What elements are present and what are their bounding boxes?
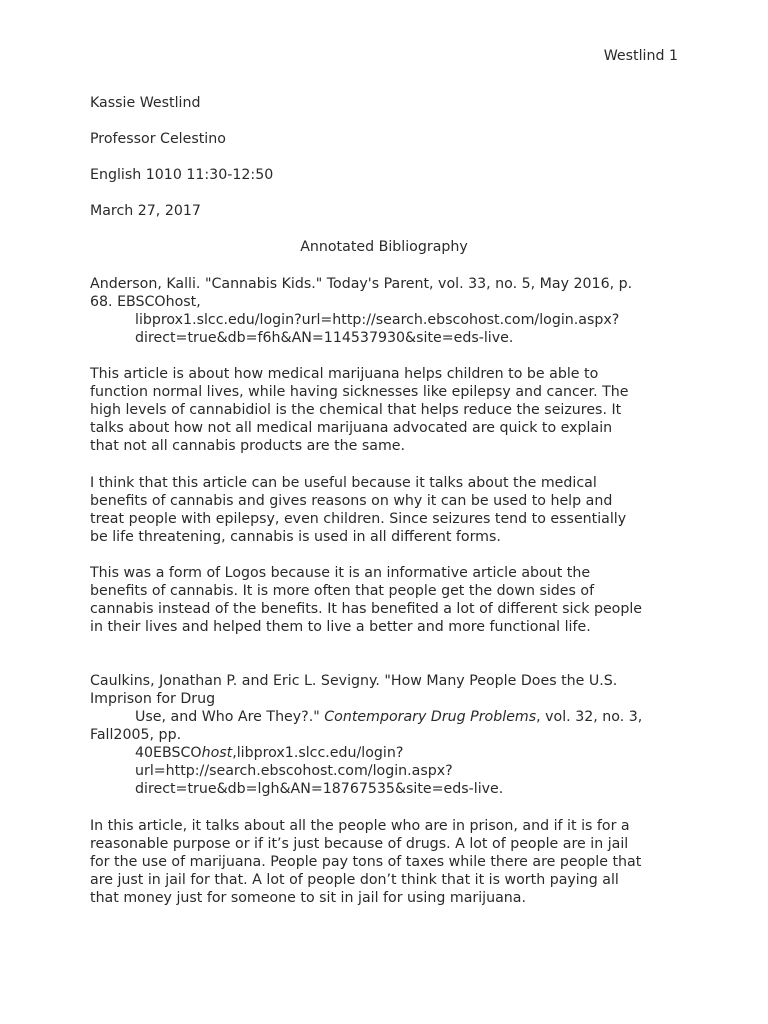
citation-line: Fall2005, pp. xyxy=(90,727,182,743)
citation-text: 40EBSCO xyxy=(135,745,202,761)
citation-line: Anderson, Kalli. "Cannabis Kids." Today's Parent, vol. 33, no. 5, May 2016, p. xyxy=(90,276,633,292)
citation-text: , vol. 32, no. 3, xyxy=(536,709,643,725)
paragraph-line: be life threatening, cannabis is used in all different forms. xyxy=(90,529,501,545)
paragraph-line: that money just for someone to sit in jail for using marijuana. xyxy=(90,890,526,906)
paragraph-line: I think that this article can be useful because it talks about the medical xyxy=(90,475,597,491)
citation-link-line: url=http://search.ebscohost.com/login.aspx? xyxy=(135,763,453,779)
citation-text: ,libprox1.slcc.edu/login? xyxy=(232,745,404,761)
paragraph-line: benefits of cannabis and gives reasons on why it can be used to help and xyxy=(90,493,613,509)
student-name: Kassie Westlind xyxy=(90,95,201,111)
course-info: English 1010 11:30-12:50 xyxy=(90,167,274,183)
professor-name: Professor Celestino xyxy=(90,131,226,147)
paragraph-line: high levels of cannabidiol is the chemical that helps reduce the seizures. It xyxy=(90,402,622,418)
citation-italic-text: host xyxy=(201,745,233,761)
paragraph-line: treat people with epilepsy, even children. Since seizures tend to essentially xyxy=(90,511,627,527)
citation-text: Use, and Who Are They?." xyxy=(135,709,325,725)
date: March 27, 2017 xyxy=(90,203,201,219)
citation-line: Imprison for Drug xyxy=(90,691,216,707)
citation-link-line: direct=true&db=lgh&AN=18767535&site=eds-live. xyxy=(135,781,504,797)
citation-link-line: libprox1.slcc.edu/login?url=http://search.ebscohost.com/login.aspx? xyxy=(135,312,620,328)
paragraph-line: are just in jail for that. A lot of people don’t think that it is worth paying all xyxy=(90,872,619,888)
paragraph-line: This article is about how medical marijuana helps children to be able to xyxy=(90,366,599,382)
citation-link-line: direct=true&db=f6h&AN=114537930&site=eds-live. xyxy=(135,330,514,346)
citation-line: 68. EBSCOhost, xyxy=(90,294,201,310)
paragraph-line: function normal lives, while having sicknesses like epilepsy and cancer. The xyxy=(90,384,629,400)
paragraph-line: for the use of marijuana. People pay tons of taxes while there are people that xyxy=(90,854,642,870)
paragraph-line: benefits of cannabis. It is more often that people get the down sides of xyxy=(90,583,595,599)
paragraph-line: cannabis instead of the benefits. It has benefited a lot of different sick people xyxy=(90,601,643,617)
paragraph-line: talks about how not all medical marijuana advocated are quick to explain xyxy=(90,420,613,436)
citation-line: Caulkins, Jonathan P. and Eric L. Sevigny. "How Many People Does the U.S. xyxy=(90,673,618,689)
paragraph-line: In this article, it talks about all the people who are in prison, and if it is for a xyxy=(90,818,630,834)
paragraph-line: reasonable purpose or if it’s just because of drugs. A lot of people are in jail xyxy=(90,836,629,852)
citation-link-line xyxy=(135,744,403,762)
running-head: Westlind 1 xyxy=(603,48,678,64)
paragraph-line: This was a form of Logos because it is an informative article about the xyxy=(90,565,591,581)
page-title: Annotated Bibliography xyxy=(300,239,468,255)
citation-line xyxy=(135,708,642,726)
paragraph-line: in their lives and helped them to live a better and more functional life. xyxy=(90,619,591,635)
paragraph-line: that not all cannabis products are the same. xyxy=(90,438,406,454)
journal-title: Contemporary Drug Problems xyxy=(324,709,537,725)
